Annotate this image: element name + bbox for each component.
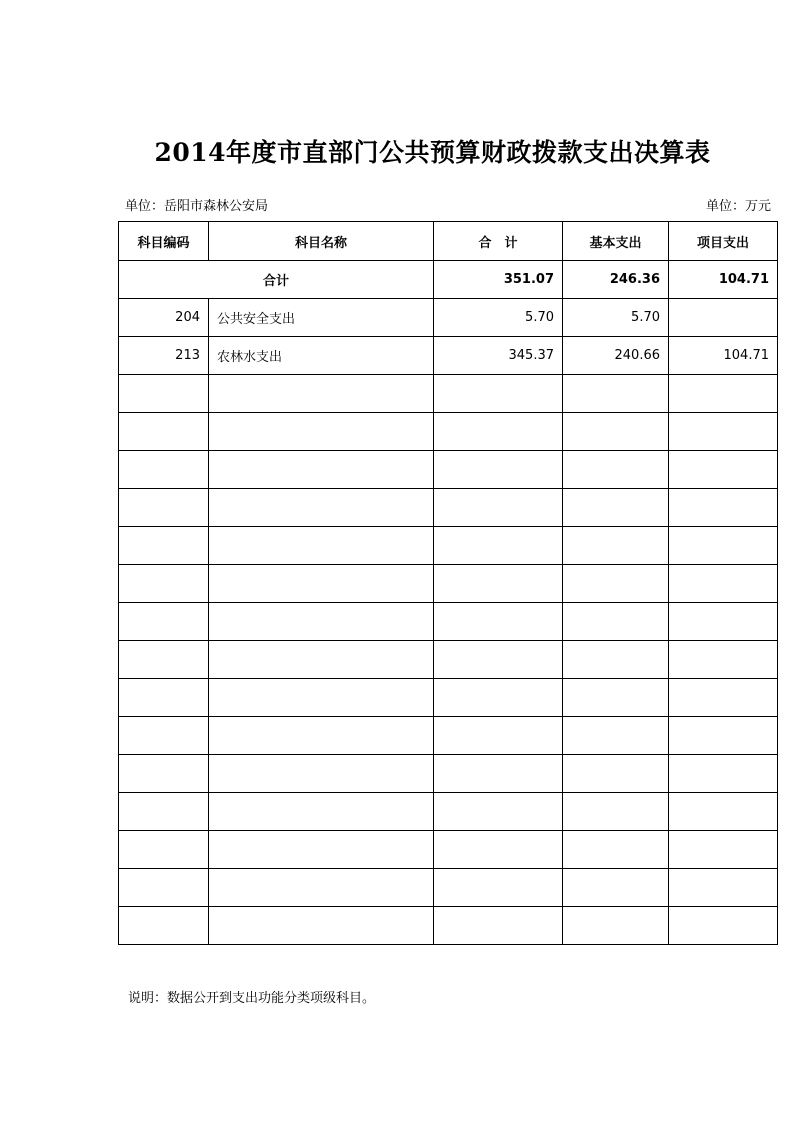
empty-table-row bbox=[119, 489, 778, 527]
empty-cell bbox=[669, 641, 778, 679]
empty-cell bbox=[119, 679, 209, 717]
empty-cell bbox=[119, 907, 209, 945]
header-total: 合 计 bbox=[434, 222, 563, 261]
empty-cell bbox=[119, 717, 209, 755]
empty-cell bbox=[209, 489, 434, 527]
empty-cell bbox=[434, 451, 563, 489]
empty-cell bbox=[669, 489, 778, 527]
empty-cell bbox=[563, 755, 669, 793]
empty-cell bbox=[209, 793, 434, 831]
empty-table-row bbox=[119, 565, 778, 603]
empty-cell bbox=[119, 641, 209, 679]
empty-table-row bbox=[119, 679, 778, 717]
empty-table-row bbox=[119, 375, 778, 413]
header-code: 科目编码 bbox=[119, 222, 209, 261]
table-row bbox=[119, 299, 778, 337]
unit-department: 单位：岳阳市森林公安局 bbox=[125, 199, 269, 214]
empty-table-row bbox=[119, 527, 778, 565]
empty-cell bbox=[434, 489, 563, 527]
empty-cell bbox=[209, 375, 434, 413]
row-name: 公共安全支出 bbox=[209, 299, 434, 337]
empty-cell bbox=[434, 869, 563, 907]
empty-cell bbox=[563, 603, 669, 641]
row-basic: 5.70 bbox=[563, 299, 669, 337]
empty-cell bbox=[669, 679, 778, 717]
empty-cell bbox=[434, 831, 563, 869]
empty-cell bbox=[119, 489, 209, 527]
empty-cell bbox=[669, 717, 778, 755]
empty-cell bbox=[119, 831, 209, 869]
row-basic: 240.66 bbox=[563, 337, 669, 375]
empty-cell bbox=[119, 793, 209, 831]
header-basic: 基本支出 bbox=[563, 222, 669, 261]
row-name: 农林水支出 bbox=[209, 337, 434, 375]
empty-table-row bbox=[119, 413, 778, 451]
empty-cell bbox=[209, 831, 434, 869]
empty-cell bbox=[434, 755, 563, 793]
empty-table-row bbox=[119, 907, 778, 945]
empty-cell bbox=[119, 755, 209, 793]
empty-table-row bbox=[119, 717, 778, 755]
empty-table-row bbox=[119, 793, 778, 831]
footnote: 说明：数据公开到支出功能分类项级科目。 bbox=[128, 991, 376, 1006]
empty-cell bbox=[434, 603, 563, 641]
empty-cell bbox=[209, 565, 434, 603]
empty-cell bbox=[563, 527, 669, 565]
row-project: 104.71 bbox=[669, 337, 778, 375]
empty-cell bbox=[563, 413, 669, 451]
empty-table-row bbox=[119, 755, 778, 793]
empty-cell bbox=[563, 565, 669, 603]
empty-cell bbox=[563, 375, 669, 413]
row-total: 5.70 bbox=[434, 299, 563, 337]
empty-cell bbox=[209, 527, 434, 565]
empty-cell bbox=[119, 451, 209, 489]
empty-cell bbox=[669, 755, 778, 793]
empty-cell bbox=[209, 413, 434, 451]
row-project bbox=[669, 299, 778, 337]
empty-cell bbox=[669, 831, 778, 869]
empty-cell bbox=[209, 451, 434, 489]
header-name: 科目名称 bbox=[209, 222, 434, 261]
empty-cell bbox=[669, 451, 778, 489]
empty-cell bbox=[563, 489, 669, 527]
empty-cell bbox=[434, 679, 563, 717]
empty-table-row bbox=[119, 869, 778, 907]
empty-table-row bbox=[119, 641, 778, 679]
empty-cell bbox=[434, 641, 563, 679]
page-title: 2014年度市直部门公共预算财政拨款支出决算表 bbox=[154, 138, 711, 167]
header-project: 项目支出 bbox=[669, 222, 778, 261]
empty-cell bbox=[119, 869, 209, 907]
table-header-row bbox=[119, 222, 778, 261]
empty-cell bbox=[669, 375, 778, 413]
empty-cell bbox=[563, 679, 669, 717]
empty-cell bbox=[209, 755, 434, 793]
empty-cell bbox=[669, 565, 778, 603]
empty-cell bbox=[434, 565, 563, 603]
empty-cell bbox=[563, 907, 669, 945]
empty-cell bbox=[563, 831, 669, 869]
empty-cell bbox=[669, 603, 778, 641]
empty-cell bbox=[209, 717, 434, 755]
empty-cell bbox=[209, 869, 434, 907]
empty-table-row bbox=[119, 831, 778, 869]
empty-cell bbox=[119, 603, 209, 641]
empty-cell bbox=[563, 869, 669, 907]
empty-cell bbox=[209, 679, 434, 717]
budget-table bbox=[118, 221, 778, 945]
empty-cell bbox=[119, 375, 209, 413]
empty-cell bbox=[434, 793, 563, 831]
empty-cell bbox=[563, 793, 669, 831]
row-code: 213 bbox=[119, 337, 209, 375]
empty-cell bbox=[209, 907, 434, 945]
empty-cell bbox=[119, 565, 209, 603]
table-row bbox=[119, 337, 778, 375]
empty-cell bbox=[563, 451, 669, 489]
empty-cell bbox=[669, 907, 778, 945]
empty-cell bbox=[434, 717, 563, 755]
empty-cell bbox=[119, 413, 209, 451]
empty-cell bbox=[669, 793, 778, 831]
empty-table-row bbox=[119, 451, 778, 489]
total-project: 104.71 bbox=[669, 261, 778, 299]
empty-cell bbox=[669, 413, 778, 451]
total-row bbox=[119, 261, 778, 299]
total-label: 合计 bbox=[119, 261, 434, 299]
empty-cell bbox=[209, 641, 434, 679]
empty-rows bbox=[119, 375, 778, 945]
row-total: 345.37 bbox=[434, 337, 563, 375]
empty-cell bbox=[119, 527, 209, 565]
unit-currency: 单位：万元 bbox=[705, 199, 771, 214]
empty-cell bbox=[563, 717, 669, 755]
empty-cell bbox=[434, 413, 563, 451]
empty-cell bbox=[563, 641, 669, 679]
empty-cell bbox=[669, 869, 778, 907]
empty-cell bbox=[434, 907, 563, 945]
total-amount: 351.07 bbox=[434, 261, 563, 299]
empty-table-row bbox=[119, 603, 778, 641]
empty-cell bbox=[669, 527, 778, 565]
empty-cell bbox=[209, 603, 434, 641]
empty-cell bbox=[434, 375, 563, 413]
row-code: 204 bbox=[119, 299, 209, 337]
empty-cell bbox=[434, 527, 563, 565]
total-basic: 246.36 bbox=[563, 261, 669, 299]
